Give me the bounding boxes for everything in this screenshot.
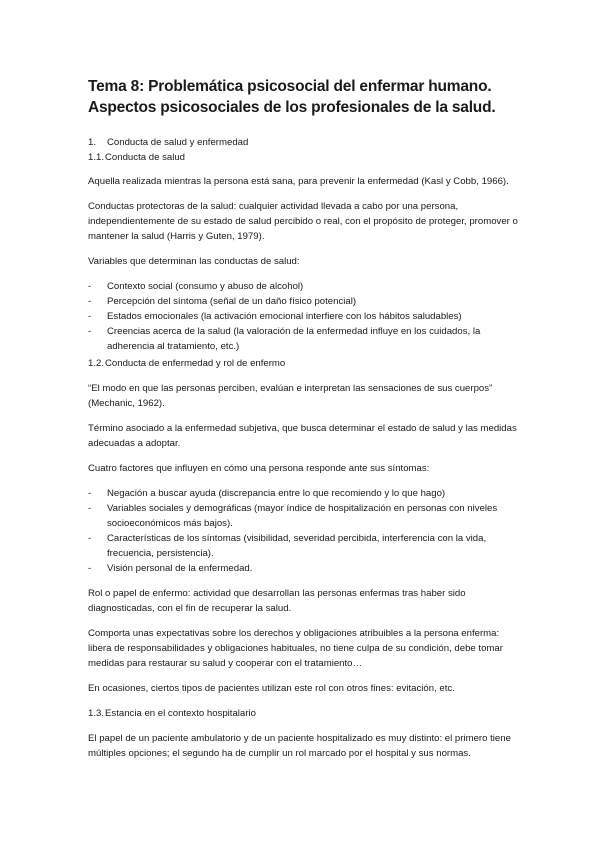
dash-marker: - (88, 533, 92, 544)
dash-marker: - (88, 488, 92, 499)
list-item-text: Contexto social (consumo y abuso de alcohol) (107, 281, 304, 292)
factors-list (88, 486, 518, 576)
dash-marker: - (88, 311, 92, 322)
list-item (88, 486, 518, 501)
paragraph-7: Rol o papel de enfermo: actividad que desarrollan las personas enfermas tras haber sido diagnosticadas, con el fin de recuperar la salud. (88, 588, 466, 614)
list-item (88, 531, 518, 561)
paragraph-6: Cuatro factores que influyen en cómo una persona responde ante sus síntomas: (88, 463, 430, 474)
paragraph-5: Término asociado a la enfermedad subjetiva, que busca determinar el estado de salud y las medidas adecuadas a adoptar. (88, 423, 517, 449)
document-page (88, 76, 518, 771)
paragraph-3: Variables que determinan las conductas de salud: (88, 256, 300, 267)
section-label: Conducta de salud (105, 152, 186, 163)
list-item-text: Características de los síntomas (visibilidad, severidad percibida, interferencia con la vida, frecuencia, persistencia). (107, 533, 487, 559)
section-1-2-heading (88, 356, 518, 371)
section-1-3-heading (88, 706, 518, 721)
title-line-2: Aspectos psicosociales de los profesionales de la salud. (88, 99, 496, 116)
paragraph-2: Conductas protectoras de la salud: cualquier actividad llevada a cabo por una persona, independientemente de su estado de salud percibido o real, con el propósito de proteger, promover o mantener la salud (Harris y Guten, 1979). (88, 201, 518, 242)
paragraph-8: Comporta unas expectativas sobre los derechos y obligaciones atribuibles a la persona enferma: libera de responsabilidades y obligaciones habituales, no tiene culpa de su condición, debe tomar medidas para restaurar su salud y cooperar con el tratamiento… (88, 628, 503, 669)
variables-list (88, 279, 518, 354)
list-item-text: Visión personal de la enfermedad. (107, 563, 253, 574)
section-label: Conducta de salud y enfermedad (107, 137, 249, 148)
section-1-heading (88, 135, 518, 150)
section-number: 1.2. (88, 358, 105, 369)
paragraph-9: En ocasiones, ciertos tipos de pacientes utilizan este rol con otros fines: evitación, etc. (88, 683, 455, 694)
list-item (88, 279, 518, 294)
section-number: 1.1. (88, 152, 105, 163)
paragraph-1: Aquella realizada mientras la persona está sana, para prevenir la enfermedad (Kasl y Cobb, 1966). (88, 176, 509, 187)
paragraph-10: El papel de un paciente ambulatorio y de un paciente hospitalizado es muy distinto: el primero tiene múltiples opciones; el segundo ha de cumplir un rol marcado por el hospital y sus normas. (88, 733, 511, 759)
dash-marker: - (88, 296, 92, 307)
list-item (88, 561, 518, 576)
dash-marker: - (88, 281, 92, 292)
dash-marker: - (88, 563, 92, 574)
list-item (88, 501, 518, 531)
section-1-headings (88, 135, 518, 165)
list-item-text: Estados emocionales (la activación emocional interfiere con los hábitos saludables) (107, 311, 462, 322)
list-item (88, 324, 518, 354)
title-line-1: Tema 8: Problemática psicosocial del enfermar humano. (88, 78, 492, 95)
list-item (88, 294, 518, 309)
section-number: 1. (88, 137, 97, 148)
list-item-text: Negación a buscar ayuda (discrepancia entre lo que recomiendo y lo que hago) (107, 488, 446, 499)
dash-marker: - (88, 503, 92, 514)
section-1-1-heading (88, 150, 518, 165)
section-label: Conducta de enfermedad y rol de enfermo (105, 358, 286, 369)
list-item-text: Creencias acerca de la salud (la valoración de la enfermedad influye en los cuidados, la adherencia al tratamiento, etc.) (107, 326, 481, 352)
list-item-text: Variables sociales y demográficas (mayor índice de hospitalización en personas con niveles socioeconómicos más bajos). (107, 503, 498, 529)
document-title (88, 76, 518, 118)
section-label: Estancia en el contexto hospitalario (105, 708, 256, 719)
dash-marker: - (88, 326, 92, 337)
list-item-text: Percepción del síntoma (señal de un daño físico potencial) (107, 296, 357, 307)
paragraph-4: “El modo en que las personas perciben, evalúan e interpretan las sensaciones de sus cuerpos” (Mechanic, 1962). (88, 383, 493, 409)
section-number: 1.3. (88, 708, 105, 719)
list-item (88, 309, 518, 324)
